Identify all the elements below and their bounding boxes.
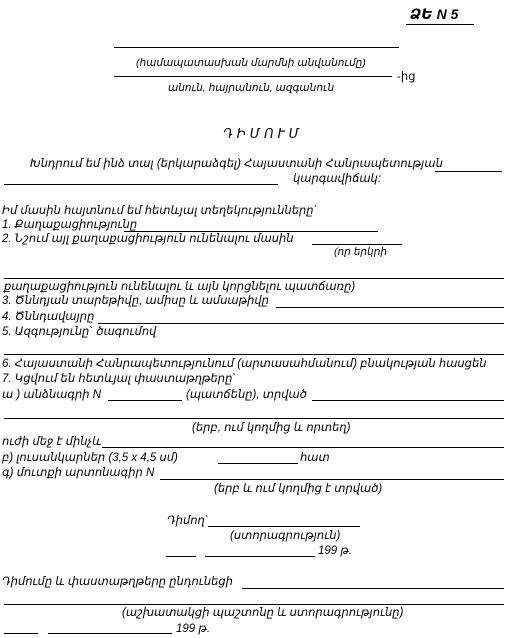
nationality-line[interactable] (4, 354, 504, 355)
item-citizenship: 1. Քաղաքացիությունը (2, 219, 138, 231)
signature-year: 199 թ. (318, 545, 353, 557)
form-number-underline (406, 24, 474, 25)
signature-day-line[interactable] (166, 556, 196, 557)
other-citizenship-caption: (որ երկրի (334, 246, 387, 258)
visa-caption: (երբ և ում կողմից է տրված) (214, 483, 383, 495)
status-blank-1[interactable] (435, 171, 502, 172)
info-intro: Իմ մասին հայտնում եմ հետևյալ տեղեկությունները` (2, 205, 318, 217)
passport-issued-line-2[interactable] (4, 418, 504, 419)
item-residence: 6. Հայաստանի Հանրապետությունում (արտասահմանում) բնակության հասցեն (2, 358, 487, 370)
acceptance-line[interactable] (242, 588, 504, 589)
acceptance-caption: (աշխատակցի պաշտոնը և ստորագրությունը) (122, 607, 404, 619)
item-birth-place: 4. Ծննդավայրը (2, 311, 95, 323)
person-name-line[interactable] (114, 76, 392, 77)
from-suffix: -ից (397, 71, 416, 83)
validity-line[interactable] (102, 447, 504, 448)
other-citizenship-line-2[interactable] (4, 278, 504, 279)
person-caption: անուն, հայրանուն, ազգանուն (168, 82, 335, 94)
item-birth-date: 3. Ծննդյան տարեթիվը, ամիսը և ամսաթիվը (2, 295, 269, 307)
passport-caption: (երբ, ում կողմից և որտեղ) (192, 422, 351, 434)
other-citizenship-continuation: քաղաքացիություն ունենալու և այն կորցնելու պատճառը) (4, 281, 356, 293)
citizenship-line[interactable] (124, 231, 378, 232)
org-name-line[interactable] (114, 47, 399, 48)
org-caption: (համապատասխան մարմնի անվանումը) (136, 57, 366, 69)
applicant-signature-line[interactable] (208, 526, 360, 527)
acceptance-day-line[interactable] (4, 633, 38, 634)
validity-label: ուժի մեջ է մինչև (2, 436, 102, 448)
acceptance-line-2[interactable] (4, 604, 504, 605)
passport-issued-line[interactable] (312, 400, 504, 401)
passport-number-line[interactable] (108, 400, 182, 401)
birth-date-line[interactable] (276, 307, 504, 308)
item-documents: 7. Կցվում են հետևյալ փաստաթղթերը` (2, 373, 237, 385)
item-other-citizenship: 2. Նշում այլ քաղաքացիություն ունենալու մասին (2, 233, 294, 245)
status-blank-2[interactable] (4, 184, 278, 185)
acceptance-label: Դիմումը և փաստաթղթերը ընդունեցի (2, 576, 233, 588)
intro-line-2-suffix: կարգավիճակ: (293, 173, 382, 185)
item-nationality: 5. Ազգությունը` ծագումով (2, 326, 157, 338)
passport-label: ա ) անձնագրի N (2, 389, 102, 401)
passport-middle: (պատճենը), տրված (186, 389, 307, 401)
photos-count-line[interactable] (218, 463, 298, 464)
intro-line-1: Խնդրում եմ ինձ տալ (երկարաձգել) Հայաստանի Հանրապետության (30, 158, 443, 170)
applicant-label: Դիմող` (167, 515, 209, 527)
signature-month-line[interactable] (205, 556, 315, 557)
photos-label: բ) լուսանկարներ (3,5 x 4,5 սմ) (2, 452, 178, 464)
acceptance-year: 199 թ. (176, 623, 211, 635)
photos-suffix: հատ (300, 452, 330, 464)
birth-place-line[interactable] (98, 323, 504, 324)
applicant-signature-caption: (ստորագրություն) (230, 530, 341, 542)
visa-label: գ) մուտքի արտոնագիր N (2, 467, 155, 479)
visa-line[interactable] (160, 479, 504, 480)
acceptance-month-line[interactable] (48, 633, 172, 634)
document-title: ԴԻՄՈՒՄ (223, 126, 303, 141)
other-citizenship-line[interactable] (312, 244, 402, 245)
form-number: ՁԵ N 5 (410, 6, 459, 22)
